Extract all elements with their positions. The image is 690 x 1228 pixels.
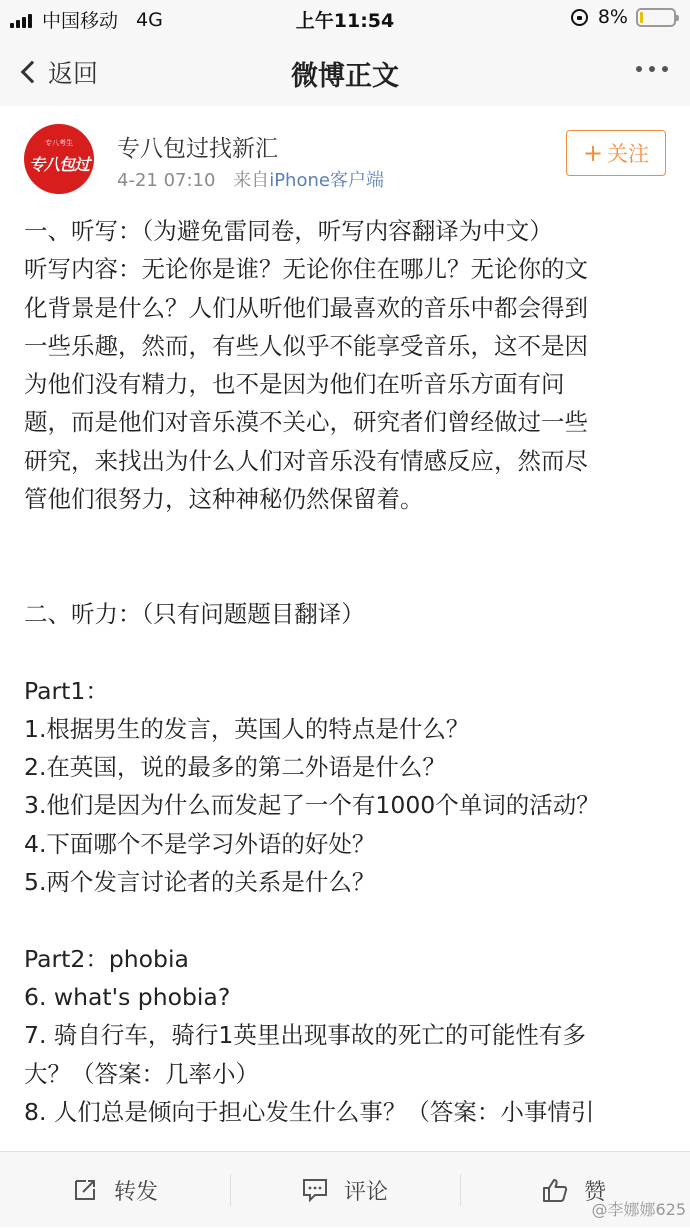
post-text-line: 4.下面哪个不是学习外语的好处？ <box>24 829 376 858</box>
blank-line <box>24 557 674 595</box>
post-body <box>24 212 674 1131</box>
avatar[interactable] <box>24 124 94 194</box>
blank-line <box>24 518 674 556</box>
nav-bar <box>0 36 690 106</box>
more-options-button[interactable] <box>629 66 668 72</box>
follow-button[interactable] <box>566 130 666 176</box>
repost-label: 转发 <box>114 1179 159 1205</box>
post-text-line: Part2：phobia <box>24 944 189 973</box>
repost-button[interactable] <box>72 1152 158 1228</box>
post-text-line: 化背景是什么？人们从听他们最喜欢的音乐中都会得到 <box>24 293 588 322</box>
post-text-line: 5.两个发言讨论者的关系是什么？ <box>24 868 376 897</box>
watermark: @李娜娜625 <box>591 1200 686 1219</box>
plus-icon: + <box>582 139 604 167</box>
dot-icon <box>662 66 668 72</box>
post-text-line: 大？（答案：几率小） <box>24 1059 259 1088</box>
repost-icon <box>72 1177 98 1203</box>
comment-label: 评论 <box>344 1179 389 1205</box>
network-label: 4G <box>136 8 163 31</box>
post-source[interactable]: iPhone客户端 <box>269 170 384 191</box>
post-text-line: 研究，来找出为什么人们对音乐没有情感反应，然而尽 <box>24 446 588 475</box>
post-meta <box>117 166 384 192</box>
back-label: 返回 <box>48 59 99 88</box>
post-header <box>0 106 690 206</box>
post-text-line: 3.他们是因为什么而发起了一个有1000个单词的活动？ <box>24 791 600 820</box>
toolbar-divider <box>230 1174 231 1206</box>
post-text-line: 1.根据男生的发言，英国人的特点是什么？ <box>24 714 470 743</box>
post-text-line: 一些乐趣，然而，有些人似乎不能享受音乐，这不是因 <box>24 331 588 360</box>
battery-percent: 8% <box>597 6 628 28</box>
bottom-toolbar <box>0 1151 690 1227</box>
toolbar-divider <box>460 1174 461 1206</box>
status-right <box>571 6 676 28</box>
page-title: 微博正文 <box>291 61 399 92</box>
avatar-caption: 专八考生 <box>45 139 73 147</box>
battery-icon <box>636 8 676 27</box>
status-bar <box>0 0 690 36</box>
post-text-line: 7. 骑自行车，骑行1英里出现事故的死亡的可能性有多 <box>24 1021 586 1050</box>
post-text-line: 管他们很努力，这种神秘仍然保留着。 <box>24 485 424 514</box>
post-text-line: 为他们没有精力，也不是因为他们在听音乐方面有问 <box>24 370 565 399</box>
blank-line <box>24 633 674 671</box>
post-timestamp: 4-21 07:10 <box>117 170 216 191</box>
username[interactable]: 专八包过找新汇 <box>117 136 278 162</box>
avatar-text: 专八包过 <box>28 155 89 174</box>
post-text-line: 6. what's phobia? <box>24 982 231 1011</box>
dot-icon <box>636 66 642 72</box>
post-text-line: 二、听力：（只有问题题目翻译） <box>24 599 365 628</box>
carrier-label: 中国移动 <box>42 10 119 32</box>
post-text-line: 一、听写：（为避免雷同卷，听写内容翻译为中文） <box>24 217 553 245</box>
thumbs-up-icon <box>542 1177 568 1203</box>
post-text-line: 题，而是他们对音乐漠不关心，研究者们曾经做过一些 <box>24 408 588 437</box>
comment-button[interactable] <box>302 1152 388 1228</box>
post-text-line: 听写内容：无论你是谁？无论你住在哪儿？无论你的文 <box>24 255 588 284</box>
clock: 上午11:54 <box>295 10 395 32</box>
source-prefix: 来自 <box>233 170 270 191</box>
post-text-line: 8. 人们总是倾向于担心发生什么事？（答案：小事情引 <box>24 1097 595 1126</box>
follow-label: 关注 <box>607 142 650 166</box>
post-text-line: Part1： <box>24 676 109 705</box>
post-text-line: 2.在英国，说的最多的第二外语是什么？ <box>24 753 446 782</box>
like-label: 赞 <box>584 1179 607 1205</box>
dot-icon <box>649 66 655 72</box>
blank-line <box>24 901 674 939</box>
comment-icon <box>302 1177 328 1203</box>
rotation-lock-icon <box>571 9 588 26</box>
